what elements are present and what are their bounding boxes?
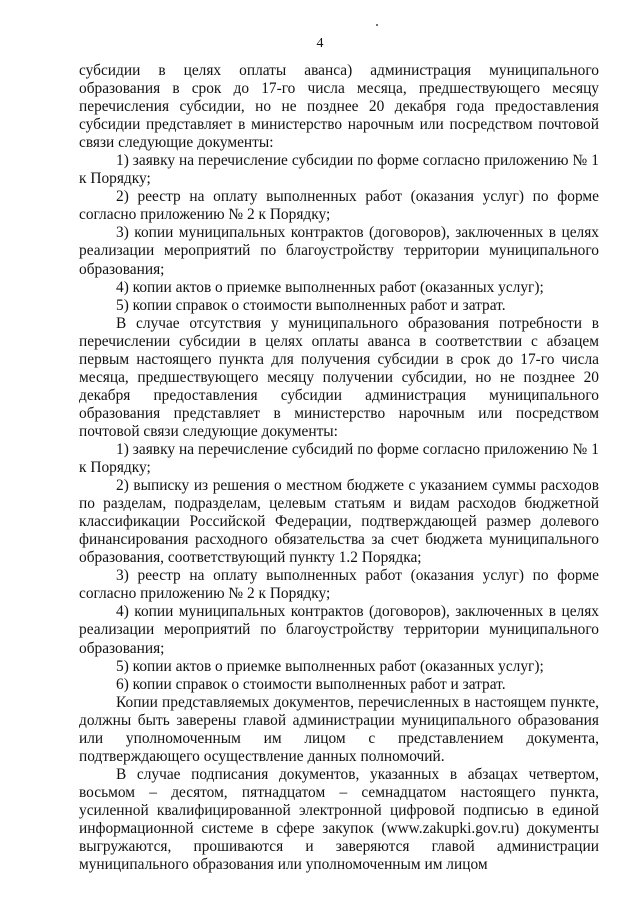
paragraph: 4) копии муниципальных контрактов (договоров), заключенных в целях реализации мероприятий по благоустройству территории муниципального образования; xyxy=(79,603,599,657)
paragraph: В случае подписания документов, указанных в абзацах четвертом, восьмом – десятом, пятнадцатом – семнадцатом настоящего пункта, усиленной квалифицированной электронной цифровой подписью в единой информационной системе в сфере закупок (www.zakupki.gov.ru) документы выгружаются, прошиваются и заверяются главой администрации муниципального образования или уполномоченным им лицом xyxy=(79,765,599,874)
paragraph: 5) копии справок о стоимости выполненных работ и затрат. xyxy=(116,296,506,314)
paragraph: субсидии в целях оплаты аванса) администрация муниципального образования в срок до 17-го числа месяца, предшествующего месяцу перечисления субсидии, но не позднее 20 декабря года предоставления субсидии представляет в министерство нарочным или посредством почтовой связи следующие документы: xyxy=(79,62,599,152)
scan-speck xyxy=(376,24,378,26)
paragraph: 6) копии справок о стоимости выполненных работ и затрат. xyxy=(116,675,506,693)
paragraph: 2) реестр на оплату выполненных работ (оказания услуг) по форме согласно приложению № 2 к Порядку; xyxy=(79,188,599,224)
paragraph: 5) копии актов о приемке выполненных работ (оказанных услуг); xyxy=(116,657,544,675)
paragraph: 3) копии муниципальных контрактов (договоров), заключенных в целях реализации мероприятий по благоустройству территории муниципального образования; xyxy=(79,224,599,278)
paragraph: 4) копии актов о приемке выполненных работ (оказанных услуг); xyxy=(116,278,544,296)
page-number: 4 xyxy=(316,36,324,51)
paragraph: Копии представляемых документов, перечисленных в настоящем пункте, должны быть заверены главой администрации муниципального образования или уполномоченным им лицом с представлением документа, подтверждающего осуществление данных полномочий. xyxy=(79,693,599,765)
paragraph: 2) выписку из решения о местном бюджете с указанием суммы расходов по разделам, подразделам, целевым статьям и видам расходов бюджетной классификации Российской Федерации, подтверждающей размер долевого финансирования расходного обязательства за счет бюджета муниципального образования, соответствующий пункту 1.2 Порядка; xyxy=(79,477,599,567)
paragraph: 3) реестр на оплату выполненных работ (оказания услуг) по форме согласно приложению № 2 к Порядку; xyxy=(79,567,599,603)
paragraph: 1) заявку на перечисление субсидии по форме согласно приложению № 1 к Порядку; xyxy=(79,152,599,188)
paragraph: В случае отсутствия у муниципального образования потребности в перечислении субсидии в целях оплаты аванса в соответствии с абзацем первым настоящего пункта для получения субсидии в срок до 17-го числа месяца, предшествующего месяцу получении субсидии, но не позднее 20 декабря предоставления субсидии администрация муниципального образования представляет в министерство нарочным или посредством почтовой связи следующие документы: xyxy=(79,314,599,440)
document-body xyxy=(79,62,599,874)
paragraph: 1) заявку на перечисление субсидий по форме согласно приложению № 1 к Порядку; xyxy=(79,440,599,477)
